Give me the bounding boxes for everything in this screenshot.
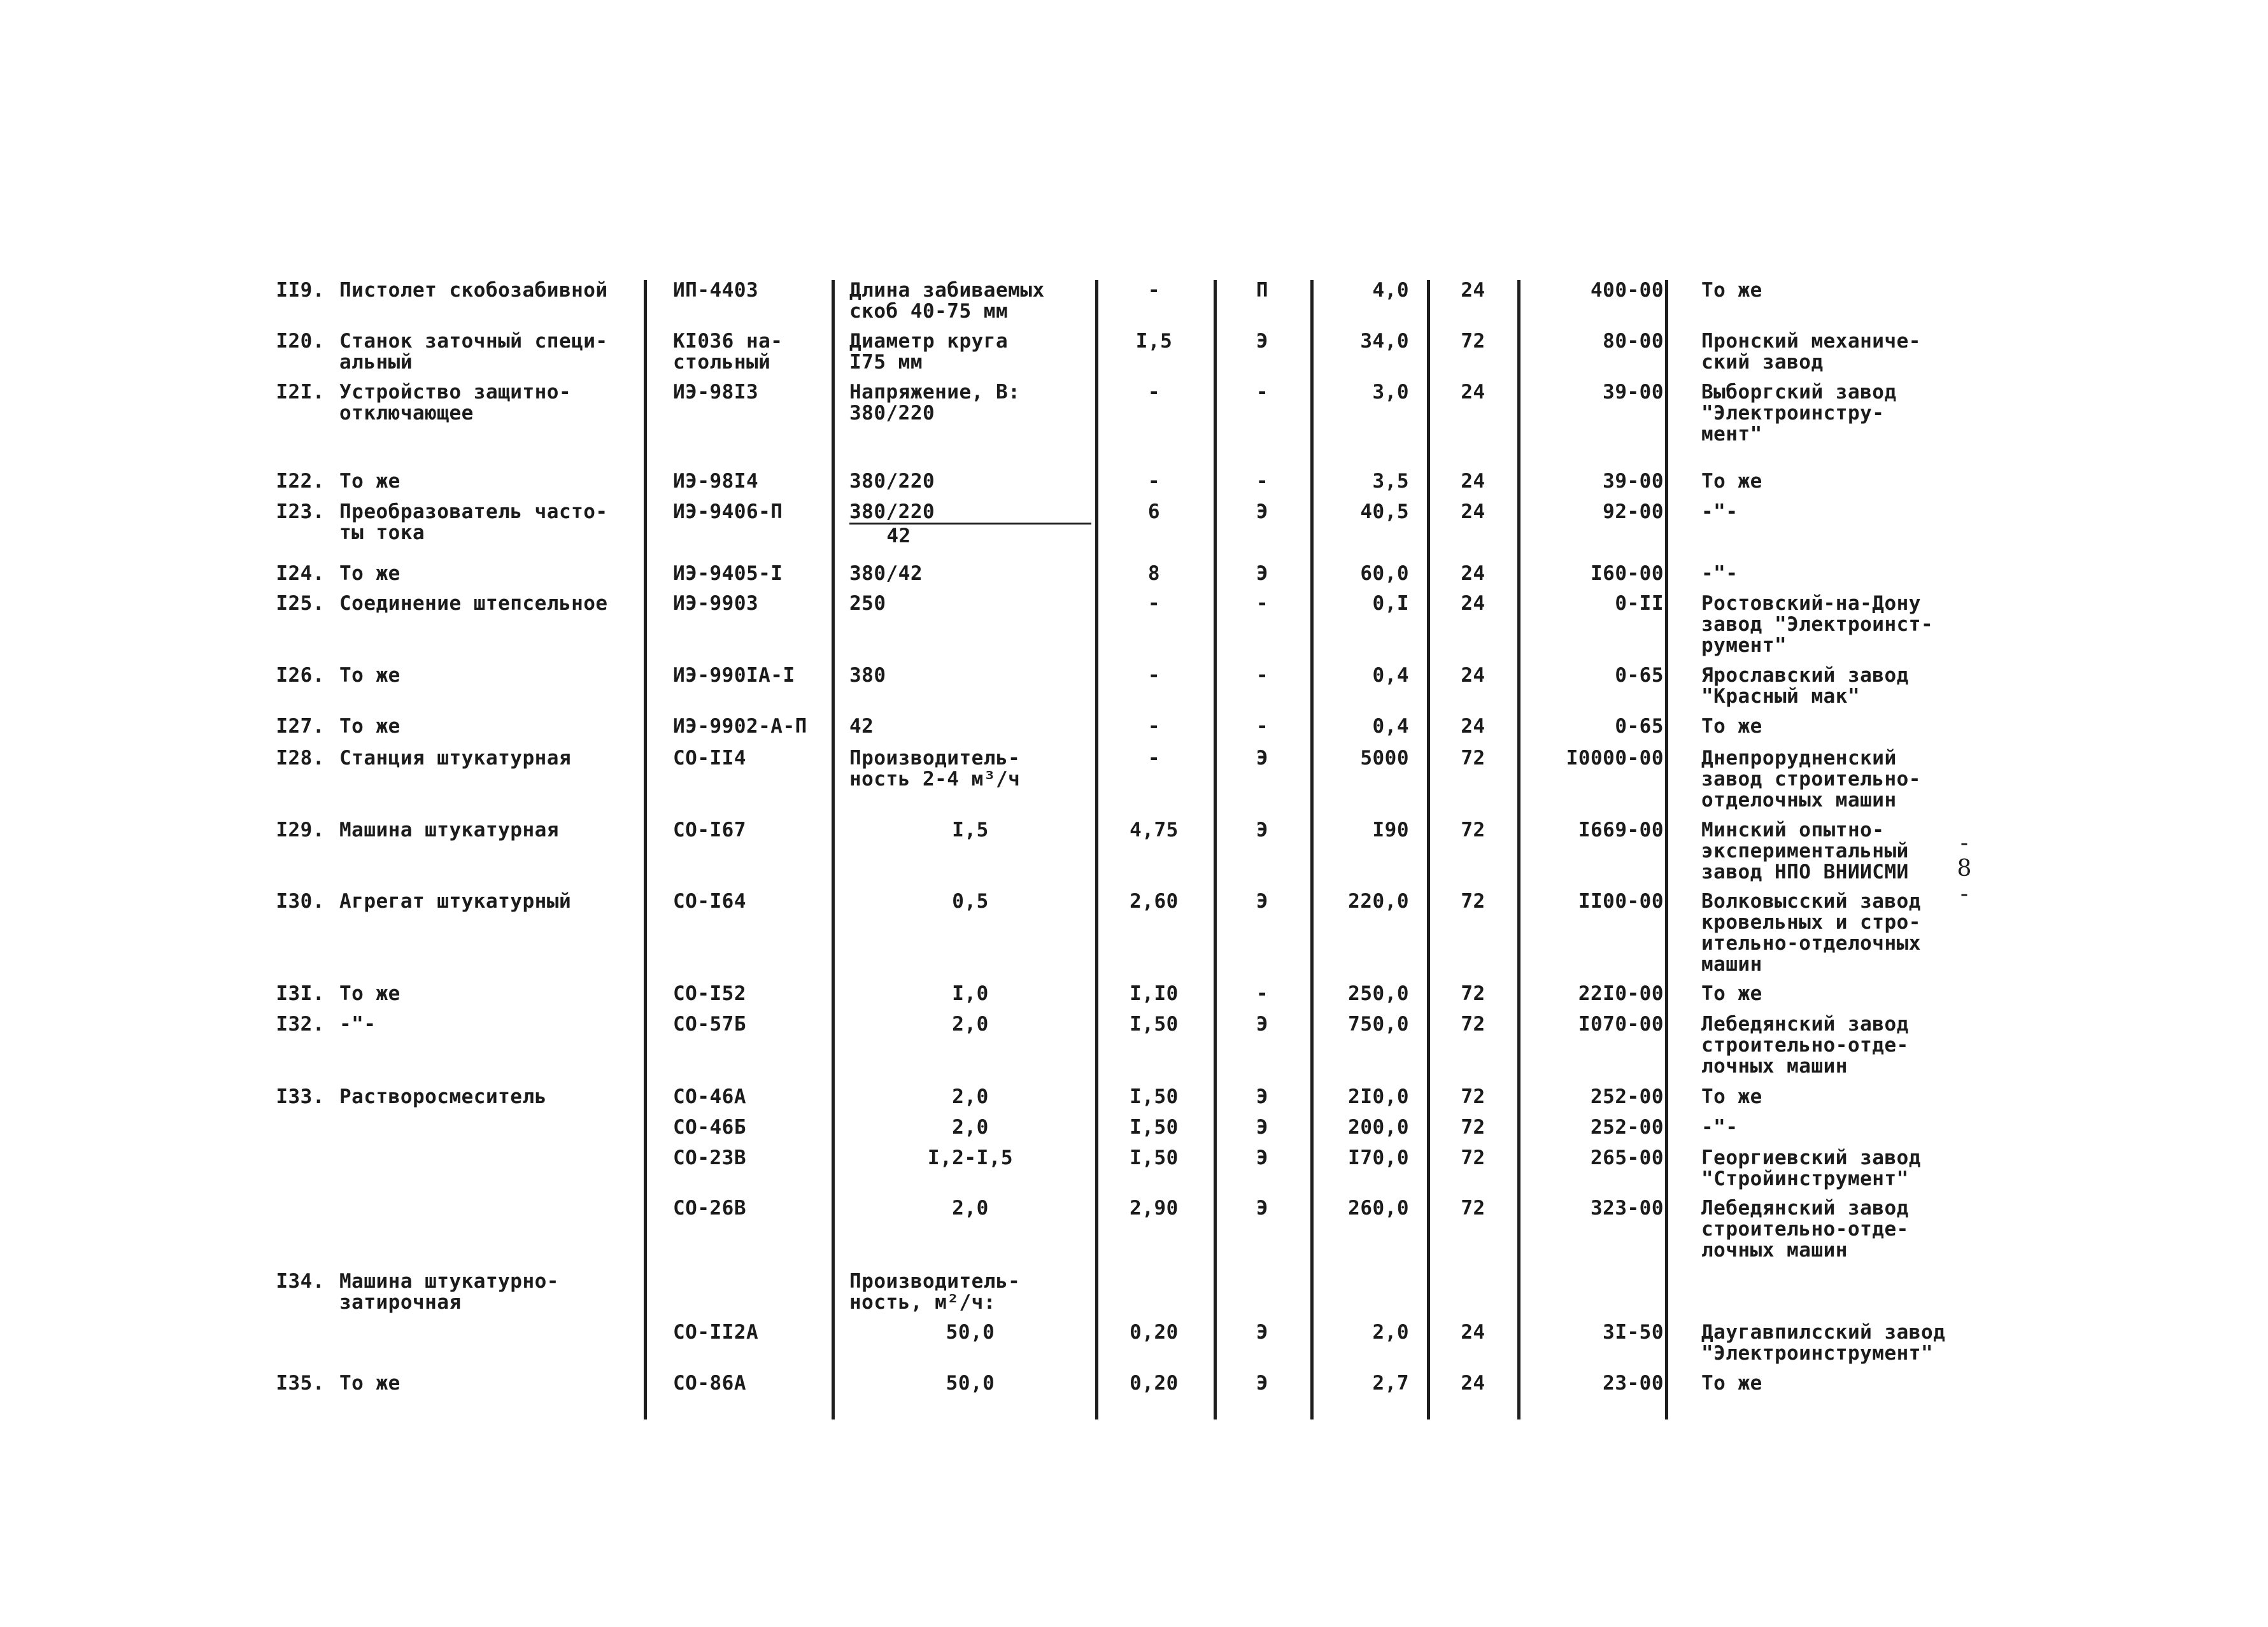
- cell-spec: 2,0: [952, 1085, 989, 1108]
- cell-weight: 34,0: [1360, 330, 1409, 353]
- cell-model: ИЭ-9902-А-П: [673, 715, 807, 738]
- cell-maker: То же: [1701, 470, 1762, 493]
- cell-weight: 2I0,0: [1348, 1085, 1409, 1108]
- cell-drive: Э: [1256, 890, 1269, 913]
- cell-name: Преобразователь часто- ты тока: [339, 500, 608, 544]
- cell-no: I29.: [276, 819, 325, 842]
- cell-power: I,I0: [1130, 982, 1179, 1005]
- cell-volt: 72: [1461, 890, 1485, 913]
- cell-drive: Э: [1256, 819, 1269, 842]
- cell-name: То же: [339, 470, 400, 493]
- cell-volt: 24: [1461, 664, 1485, 687]
- cell-drive: Э: [1256, 562, 1269, 585]
- cell-spec: Напряжение, В: 380/220: [849, 381, 1021, 425]
- cell-name: Станок заточный специ- альный: [339, 330, 608, 374]
- cell-price: II00-00: [1578, 890, 1664, 913]
- cell-power: 2,60: [1130, 890, 1179, 913]
- cell-model: ИЭ-98I3: [673, 381, 759, 404]
- cell-weight: 220,0: [1348, 890, 1409, 913]
- cell-power: -: [1147, 279, 1161, 302]
- cell-model: ИЭ-9903: [673, 592, 759, 615]
- cell-name: Пистолет скобозабивной: [339, 279, 608, 302]
- cell-maker: То же: [1701, 1372, 1762, 1395]
- cell-spec: I,0: [952, 982, 989, 1005]
- cell-power: -: [1147, 664, 1161, 687]
- cell-model: СО-II2А: [673, 1321, 759, 1344]
- cell-spec: 380/220: [849, 502, 1091, 525]
- cell-power: 2,90: [1130, 1197, 1179, 1220]
- cell-price: 3I-50: [1603, 1321, 1664, 1344]
- cell-power: -: [1147, 747, 1161, 770]
- cell-name: То же: [339, 562, 400, 585]
- column-divider: [1095, 280, 1098, 1419]
- cell-model: СО-57Б: [673, 1013, 746, 1036]
- cell-weight: 2,0: [1372, 1321, 1409, 1344]
- cell-maker: Даугавпилсский завод "Электроинструмент": [1701, 1321, 1946, 1365]
- cell-price: I070-00: [1578, 1013, 1664, 1036]
- cell-power: 4,75: [1130, 819, 1179, 842]
- cell-price: 23-00: [1603, 1372, 1664, 1395]
- cell-weight: 200,0: [1348, 1116, 1409, 1139]
- cell-spec: 380/42: [849, 562, 923, 585]
- cell-model: СО-46Б: [673, 1116, 746, 1139]
- cell-maker: Пронский механиче- ский завод: [1701, 330, 1921, 374]
- cell-model: СО-I52: [673, 982, 746, 1005]
- cell-no: I25.: [276, 592, 325, 615]
- cell-spec-denominator: 42: [886, 525, 911, 547]
- cell-weight: 3,5: [1372, 470, 1409, 493]
- cell-volt: 72: [1461, 1197, 1485, 1220]
- page-number: - 8 -: [1957, 830, 1972, 907]
- cell-maker: -"-: [1701, 1116, 1738, 1139]
- cell-spec: 0,5: [952, 890, 989, 913]
- cell-spec: Производитель- ность 2-4 м³/ч: [849, 747, 1021, 791]
- cell-no: I34.: [276, 1270, 325, 1293]
- cell-spec: 2,0: [952, 1013, 989, 1036]
- cell-volt: 72: [1461, 982, 1485, 1005]
- cell-power: 0,20: [1130, 1321, 1179, 1344]
- cell-drive: Э: [1256, 1321, 1269, 1344]
- cell-no: I27.: [276, 715, 325, 738]
- cell-maker: То же: [1701, 279, 1762, 302]
- cell-power: I,5: [1135, 330, 1173, 353]
- cell-volt: 24: [1461, 500, 1485, 523]
- cell-power: 8: [1147, 562, 1161, 585]
- column-divider: [644, 280, 647, 1419]
- cell-power: I,50: [1130, 1013, 1179, 1036]
- cell-model: СО-86А: [673, 1372, 746, 1395]
- cell-no: I28.: [276, 747, 325, 770]
- cell-price: 80-00: [1603, 330, 1664, 353]
- cell-name: Машина штукатурно- затирочная: [339, 1270, 559, 1314]
- cell-drive: -: [1256, 982, 1269, 1005]
- column-divider: [1214, 280, 1217, 1419]
- cell-drive: Э: [1256, 1197, 1269, 1220]
- cell-price: 22I0-00: [1578, 982, 1664, 1005]
- cell-maker: Лебедянский завод строительно-отде- лочных машин: [1701, 1013, 1909, 1078]
- cell-no: I3I.: [276, 982, 325, 1005]
- cell-weight: 260,0: [1348, 1197, 1409, 1220]
- cell-weight: 3,0: [1372, 381, 1409, 404]
- cell-power: 6: [1147, 500, 1161, 523]
- cell-power: -: [1147, 715, 1161, 738]
- cell-weight: I90: [1372, 819, 1409, 842]
- cell-maker: Волковысский завод кровельных и стро- ительно-отделочных машин: [1701, 890, 1921, 976]
- cell-model: СО-26В: [673, 1197, 746, 1220]
- cell-drive: Э: [1256, 1116, 1269, 1139]
- cell-model: СО-46А: [673, 1085, 746, 1108]
- cell-volt: 72: [1461, 330, 1485, 353]
- cell-volt: 24: [1461, 1321, 1485, 1344]
- cell-price: 0-65: [1615, 664, 1664, 687]
- cell-price: I60-00: [1591, 562, 1664, 585]
- cell-spec: I,5: [952, 819, 989, 842]
- cell-maker: Выборгский завод "Электроинстру- мент": [1701, 381, 1897, 446]
- cell-volt: 72: [1461, 1013, 1485, 1036]
- cell-weight: 0,I: [1372, 592, 1409, 615]
- cell-model: KI036 на- стольный: [673, 330, 783, 374]
- cell-spec: Диаметр круга I75 мм: [849, 330, 1009, 374]
- cell-model: ИЭ-98I4: [673, 470, 759, 493]
- cell-maker: Лебедянский завод строительно-отде- лочных машин: [1701, 1197, 1909, 1262]
- cell-drive: Э: [1256, 1146, 1269, 1169]
- column-divider: [1517, 280, 1520, 1419]
- cell-maker: -"-: [1701, 562, 1738, 585]
- cell-name: Соединение штепсельное: [339, 592, 608, 615]
- cell-maker: Минский опытно- экспериментальный завод НПО ВНИИСМИ: [1701, 819, 1909, 884]
- cell-name: То же: [339, 982, 400, 1005]
- cell-drive: -: [1256, 664, 1269, 687]
- cell-spec: 250: [849, 592, 886, 615]
- cell-power: -: [1147, 381, 1161, 404]
- cell-drive: -: [1256, 715, 1269, 738]
- cell-volt: 24: [1461, 470, 1485, 493]
- cell-spec: Производитель- ность, м²/ч:: [849, 1270, 1021, 1314]
- cell-no: I26.: [276, 664, 325, 687]
- cell-no: I33.: [276, 1085, 325, 1108]
- cell-volt: 24: [1461, 381, 1485, 404]
- cell-drive: Э: [1256, 747, 1269, 770]
- cell-price: 39-00: [1603, 381, 1664, 404]
- cell-power: -: [1147, 470, 1161, 493]
- cell-price: 323-00: [1591, 1197, 1664, 1220]
- cell-drive: -: [1256, 470, 1269, 493]
- cell-volt: 24: [1461, 715, 1485, 738]
- cell-model: ИЭ-9405-I: [673, 562, 783, 585]
- cell-no: I20.: [276, 330, 325, 353]
- cell-name: Агрегат штукатурный: [339, 890, 572, 913]
- cell-volt: 72: [1461, 819, 1485, 842]
- cell-volt: 24: [1461, 592, 1485, 615]
- cell-power: -: [1147, 592, 1161, 615]
- cell-price: 252-00: [1591, 1085, 1664, 1108]
- cell-no: I32.: [276, 1013, 325, 1036]
- cell-name: То же: [339, 715, 400, 738]
- cell-no: I2I.: [276, 381, 325, 404]
- cell-name: Устройство защитно- отключающее: [339, 381, 572, 425]
- cell-power: I,50: [1130, 1085, 1179, 1108]
- cell-spec: 380/220: [849, 470, 935, 493]
- cell-model: СО-23В: [673, 1146, 746, 1169]
- cell-volt: 72: [1461, 1146, 1485, 1169]
- cell-drive: Э: [1256, 1013, 1269, 1036]
- cell-name: Машина штукатурная: [339, 819, 559, 842]
- cell-drive: Э: [1256, 1372, 1269, 1395]
- cell-price: 0-II: [1615, 592, 1664, 615]
- cell-power: I,50: [1130, 1146, 1179, 1169]
- cell-price: I669-00: [1578, 819, 1664, 842]
- cell-spec: 2,0: [952, 1116, 989, 1139]
- cell-name: Растворосмеситель: [339, 1085, 547, 1108]
- cell-model: ИЭ-9406-П: [673, 500, 783, 523]
- cell-maker: То же: [1701, 982, 1762, 1005]
- cell-spec: 50,0: [946, 1321, 995, 1344]
- cell-model: ИЭ-990IA-I: [673, 664, 795, 687]
- cell-no: II9.: [276, 279, 325, 302]
- cell-model: ИП-4403: [673, 279, 759, 302]
- column-divider: [1665, 280, 1668, 1419]
- cell-maker: То же: [1701, 1085, 1762, 1108]
- cell-weight: 40,5: [1360, 500, 1409, 523]
- cell-drive: -: [1256, 592, 1269, 615]
- cell-model: СО-I64: [673, 890, 746, 913]
- column-divider: [1427, 280, 1430, 1419]
- cell-spec: 42: [849, 715, 874, 738]
- cell-weight: 5000: [1360, 747, 1409, 770]
- cell-name: Станция штукатурная: [339, 747, 572, 770]
- cell-name: -"-: [339, 1013, 376, 1036]
- cell-power: 0,20: [1130, 1372, 1179, 1395]
- cell-price: 252-00: [1591, 1116, 1664, 1139]
- cell-price: 0-65: [1615, 715, 1664, 738]
- cell-spec: 50,0: [946, 1372, 995, 1395]
- cell-no: I35.: [276, 1372, 325, 1395]
- cell-volt: 72: [1461, 747, 1485, 770]
- cell-drive: Э: [1256, 1085, 1269, 1108]
- cell-weight: 0,4: [1372, 715, 1409, 738]
- cell-price: 39-00: [1603, 470, 1664, 493]
- cell-volt: 72: [1461, 1085, 1485, 1108]
- cell-price: 265-00: [1591, 1146, 1664, 1169]
- cell-volt: 72: [1461, 1116, 1485, 1139]
- cell-price: I0000-00: [1566, 747, 1664, 770]
- cell-volt: 24: [1461, 562, 1485, 585]
- cell-weight: I70,0: [1348, 1146, 1409, 1169]
- cell-maker: Георгиевский завод "Стройинструмент": [1701, 1146, 1921, 1190]
- column-divider: [832, 280, 835, 1419]
- cell-spec: 380: [849, 664, 886, 687]
- cell-model: СО-II4: [673, 747, 746, 770]
- cell-price: 400-00: [1591, 279, 1664, 302]
- cell-weight: 750,0: [1348, 1013, 1409, 1036]
- cell-weight: 250,0: [1348, 982, 1409, 1005]
- cell-model: СО-I67: [673, 819, 746, 842]
- cell-drive: Э: [1256, 500, 1269, 523]
- column-divider: [1310, 280, 1314, 1419]
- cell-drive: -: [1256, 381, 1269, 404]
- cell-weight: 2,7: [1372, 1372, 1409, 1395]
- cell-no: I23.: [276, 500, 325, 523]
- cell-no: I30.: [276, 890, 325, 913]
- cell-power: I,50: [1130, 1116, 1179, 1139]
- cell-price: 92-00: [1603, 500, 1664, 523]
- cell-spec: 2,0: [952, 1197, 989, 1220]
- cell-drive: П: [1256, 279, 1269, 302]
- cell-drive: Э: [1256, 330, 1269, 353]
- cell-maker: Ростовский-на-Дону завод "Электроинст- румент": [1701, 592, 1934, 657]
- cell-maker: Днепрорудненский завод строительно- отделочных машин: [1701, 747, 1921, 812]
- cell-maker: То же: [1701, 715, 1762, 738]
- cell-no: I22.: [276, 470, 325, 493]
- cell-volt: 24: [1461, 1372, 1485, 1395]
- cell-volt: 24: [1461, 279, 1485, 302]
- cell-weight: 4,0: [1372, 279, 1409, 302]
- cell-maker: Ярославский завод "Красный мак": [1701, 664, 1909, 708]
- cell-weight: 60,0: [1360, 562, 1409, 585]
- cell-spec: Длина забиваемых скоб 40-75 мм: [849, 279, 1045, 323]
- cell-no: I24.: [276, 562, 325, 585]
- cell-spec: I,2-I,5: [927, 1146, 1014, 1169]
- cell-weight: 0,4: [1372, 664, 1409, 687]
- cell-name: То же: [339, 1372, 400, 1395]
- cell-maker: -"-: [1701, 500, 1738, 523]
- cell-name: То же: [339, 664, 400, 687]
